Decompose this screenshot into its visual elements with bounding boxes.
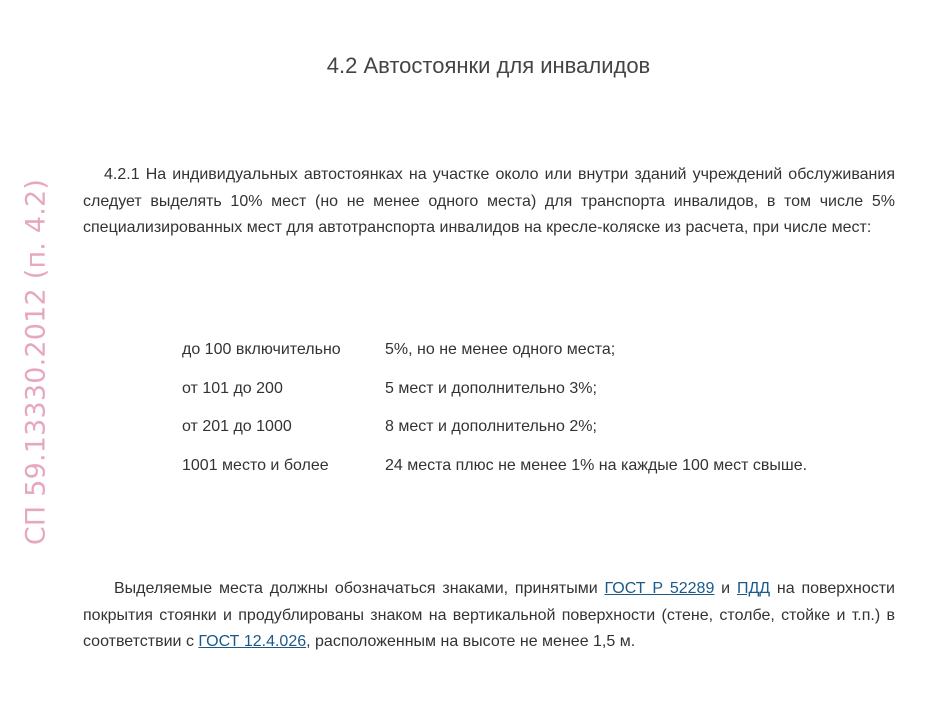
gost-r-52289-link[interactable]: ГОСТ Р 52289: [604, 580, 715, 597]
pdd-link[interactable]: ПДД: [736, 580, 771, 597]
paragraph-text: на поверхности покрытия стоянки и продублированы знаком на вертикальной поверхности (стене, столбе, стойке и т.п.) в соответствии с: [83, 580, 895, 650]
table-row: [182, 337, 819, 364]
table-cell-range: до 100 включительно: [182, 341, 341, 358]
page-title: 4.2 Автостоянки для инвалидов: [326, 53, 651, 78]
table-row: [182, 441, 819, 480]
table-cell-rule: 8 мест и дополнительно 2%;: [385, 418, 597, 435]
paragraph-text: Выделяемые места должны обозначаться знаками, принятыми: [114, 580, 605, 597]
gost-12-4-026-link[interactable]: ГОСТ 12.4.026: [198, 633, 307, 650]
table-row: [182, 364, 819, 403]
table-cell-range: 1001 место и более: [182, 456, 329, 474]
parking-norms-table: [182, 337, 819, 479]
table-row: [182, 402, 819, 441]
paragraph-4-2-1: 4.2.1 На индивидуальных автостоянках на участке около или внутри зданий учреждений обслуживания следует выделять 10% мест (но не менее одного места) для транспорта инвалидов, в том числе 5% специализированных мест для автотранспорта инвалидов на кресле-коляске из расчета, при числе мест:: [83, 166, 895, 236]
table-cell-rule: 24 места плюс не менее 1% на каждые 100 мест свыше.: [385, 456, 808, 474]
table-cell-rule: 5 мест и дополнительно 3%;: [385, 379, 597, 397]
table-cell-range: от 101 до 200: [182, 379, 283, 397]
side-watermark-label: СП 59.13330.2012 (п. 4.2): [20, 178, 52, 546]
table-cell-range: от 201 до 1000: [182, 418, 292, 435]
table-cell-rule: 5%, но не менее одного места;: [385, 341, 616, 358]
paragraph-sign-requirements: [83, 576, 895, 656]
paragraph-text: , расположенным на высоте не менее 1,5 м.: [306, 633, 636, 650]
paragraph-text: и: [714, 580, 737, 597]
